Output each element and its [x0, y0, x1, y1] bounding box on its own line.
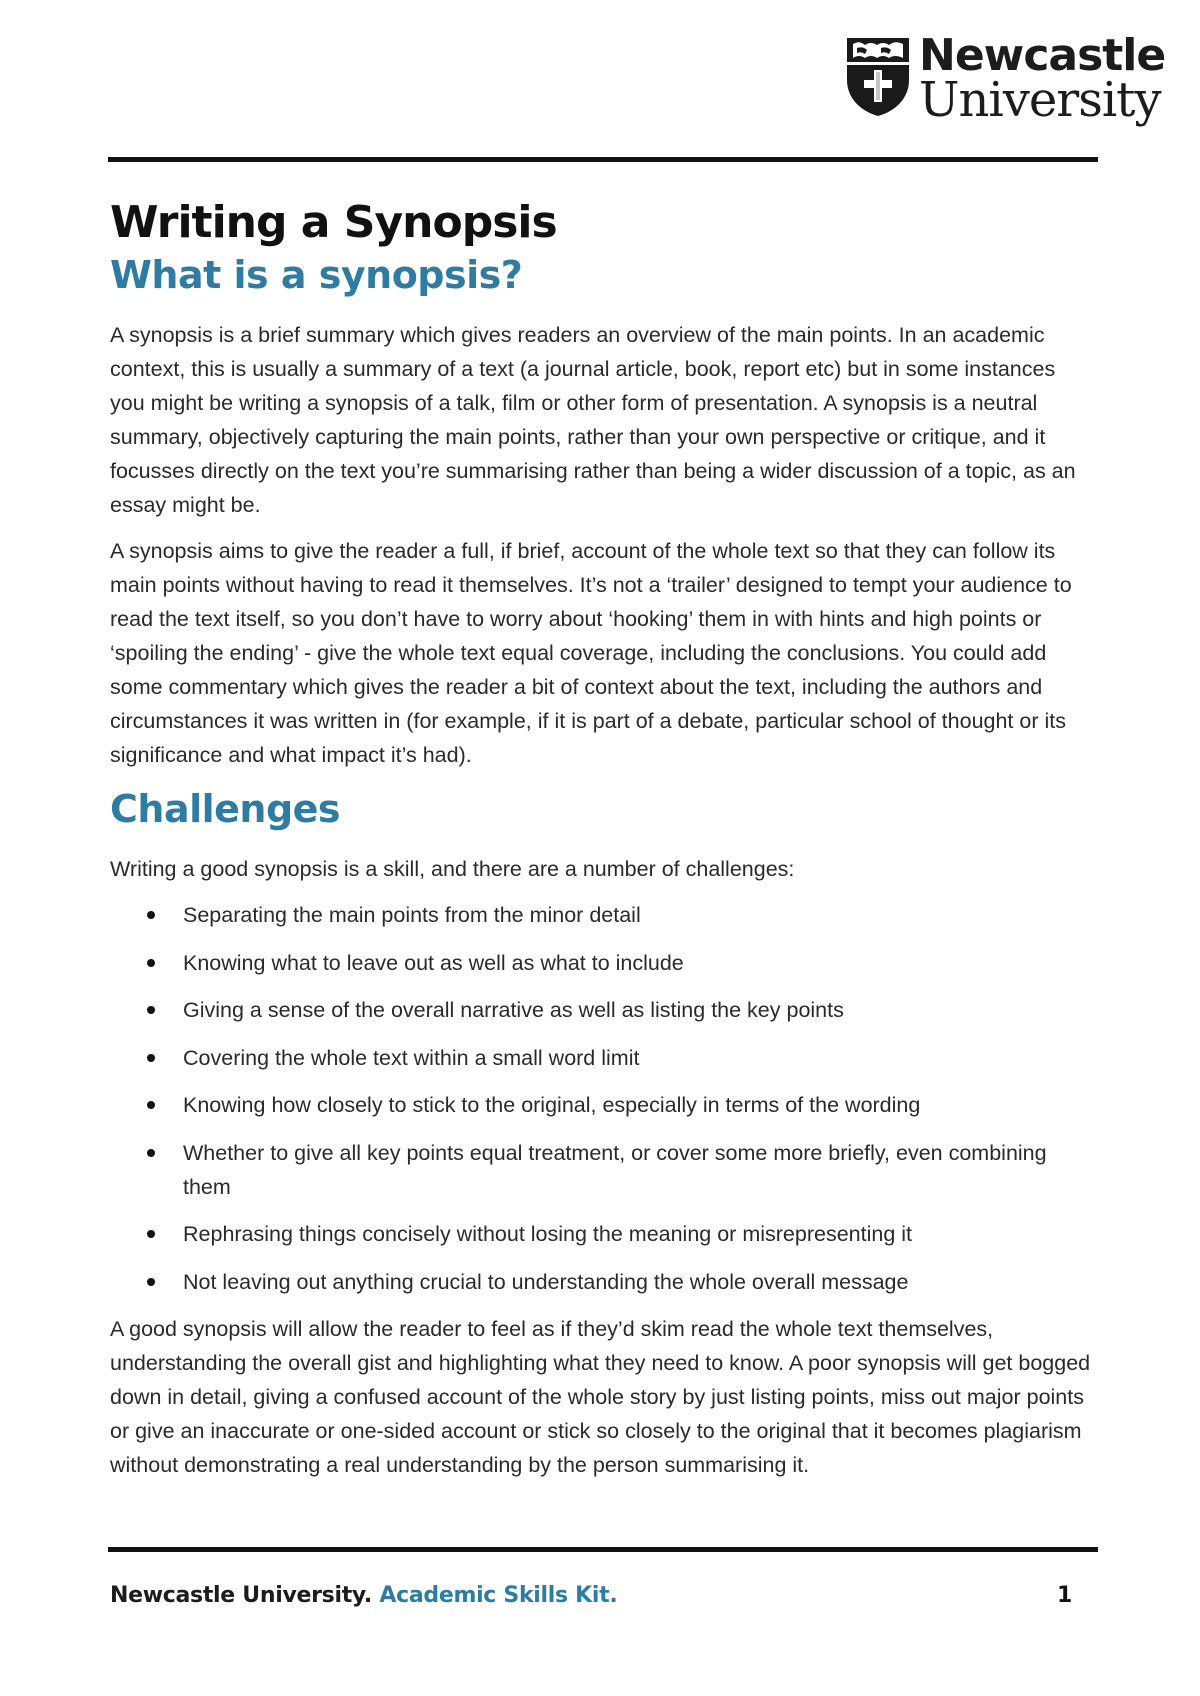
list-item-text: Giving a sense of the overall narrative as well as listing the key points — [183, 998, 844, 1022]
main-content — [110, 196, 1095, 1494]
list-item — [110, 946, 1095, 980]
paragraph: A synopsis is a brief summary which gives readers an overview of the main points. In an academic context, this is usually a summary of a text (a journal article, book, report etc) but in some instances you might be writing a synopsis of a talk, film or other form of presentation. A synopsis is a neutral summary, objectively capturing the main points, rather than your own perspective or critique, and it focusses directly on the text you’re summarising rather than being a wider discussion of a topic, as an essay might be. — [110, 323, 1076, 517]
header-divider — [108, 157, 1098, 162]
list-item-text: Separating the main points from the minor detail — [183, 903, 641, 927]
section-heading-what: What is a synopsis? — [110, 253, 523, 297]
list-item-text: Knowing how closely to stick to the original, especially in terms of the wording — [183, 1093, 921, 1117]
closing-paragraph: A good synopsis will allow the reader to feel as if they’d skim read the whole text themselves, understanding the overall gist and highlighting what they need to know. A poor synopsis will get bogged down in detail, giving a confused account of the whole story by just listing points, miss out major points or give an inaccurate or one-sided account or stick so closely to the original that it becomes plagiarism without demonstrating a real understanding by the person summarising it. — [110, 1317, 1091, 1477]
logo-wordmark — [919, 30, 1166, 128]
bullet-icon — [147, 1278, 155, 1286]
list-item — [110, 1265, 1095, 1299]
list-item-text: Rephrasing things concisely without losing the meaning or misrepresenting it — [183, 1222, 912, 1246]
footer-divider — [108, 1547, 1098, 1552]
crest-shield-icon — [845, 36, 911, 118]
bullet-icon — [147, 1149, 155, 1157]
list-item — [110, 898, 1095, 932]
challenges-list — [110, 898, 1095, 1299]
bullet-icon — [147, 1230, 155, 1238]
university-logo — [845, 30, 1166, 128]
challenges-intro: Writing a good synopsis is a skill, and there are a number of challenges: — [110, 857, 795, 881]
paragraph: A synopsis aims to give the reader a full, if brief, account of the whole text so that they can follow its main points without having to read it themselves. It’s not a ‘trailer’ designed to tempt your audience to read the text itself, so you don’t have to worry about ‘hooking’ them in with hints and high points or ‘spoiling the ending’ - give the whole text equal coverage, including the conclusions. You could add some commentary which gives the reader a bit of context about the text, including the authors and circumstances it was written in (for example, if it is part of a debate, particular school of thought or its significance and what impact it’s had). — [110, 539, 1072, 767]
page-number: 1 — [1056, 1583, 1072, 1608]
bullet-icon — [147, 911, 155, 919]
bullet-icon — [147, 1054, 155, 1062]
list-item-text: Covering the whole text within a small word limit — [183, 1045, 640, 1070]
bullet-icon — [147, 959, 155, 967]
footer-institution: Newcastle University. — [110, 1583, 372, 1608]
logo-line-1: Newcastle — [919, 30, 1166, 81]
section-heading-challenges: Challenges — [110, 787, 341, 831]
list-item — [110, 1088, 1095, 1122]
footer-kit-name: Academic Skills Kit. — [379, 1583, 618, 1608]
list-item — [110, 1136, 1095, 1204]
list-item — [110, 993, 1095, 1027]
footer-credit — [110, 1583, 617, 1608]
page-footer — [110, 1583, 1072, 1608]
list-item — [110, 1041, 1095, 1075]
list-item — [110, 1217, 1095, 1251]
list-item-text: Knowing what to leave out as well as what to include — [183, 950, 684, 975]
list-item-text: Not leaving out anything crucial to understanding the whole overall message — [183, 1269, 909, 1294]
bullet-icon — [147, 1006, 155, 1014]
logo-line-2: University — [919, 72, 1161, 128]
bullet-icon — [147, 1101, 155, 1109]
page-title: Writing a Synopsis — [110, 197, 557, 248]
list-item-text: Whether to give all key points equal treatment, or cover some more briefly, even combining them — [183, 1140, 1047, 1199]
